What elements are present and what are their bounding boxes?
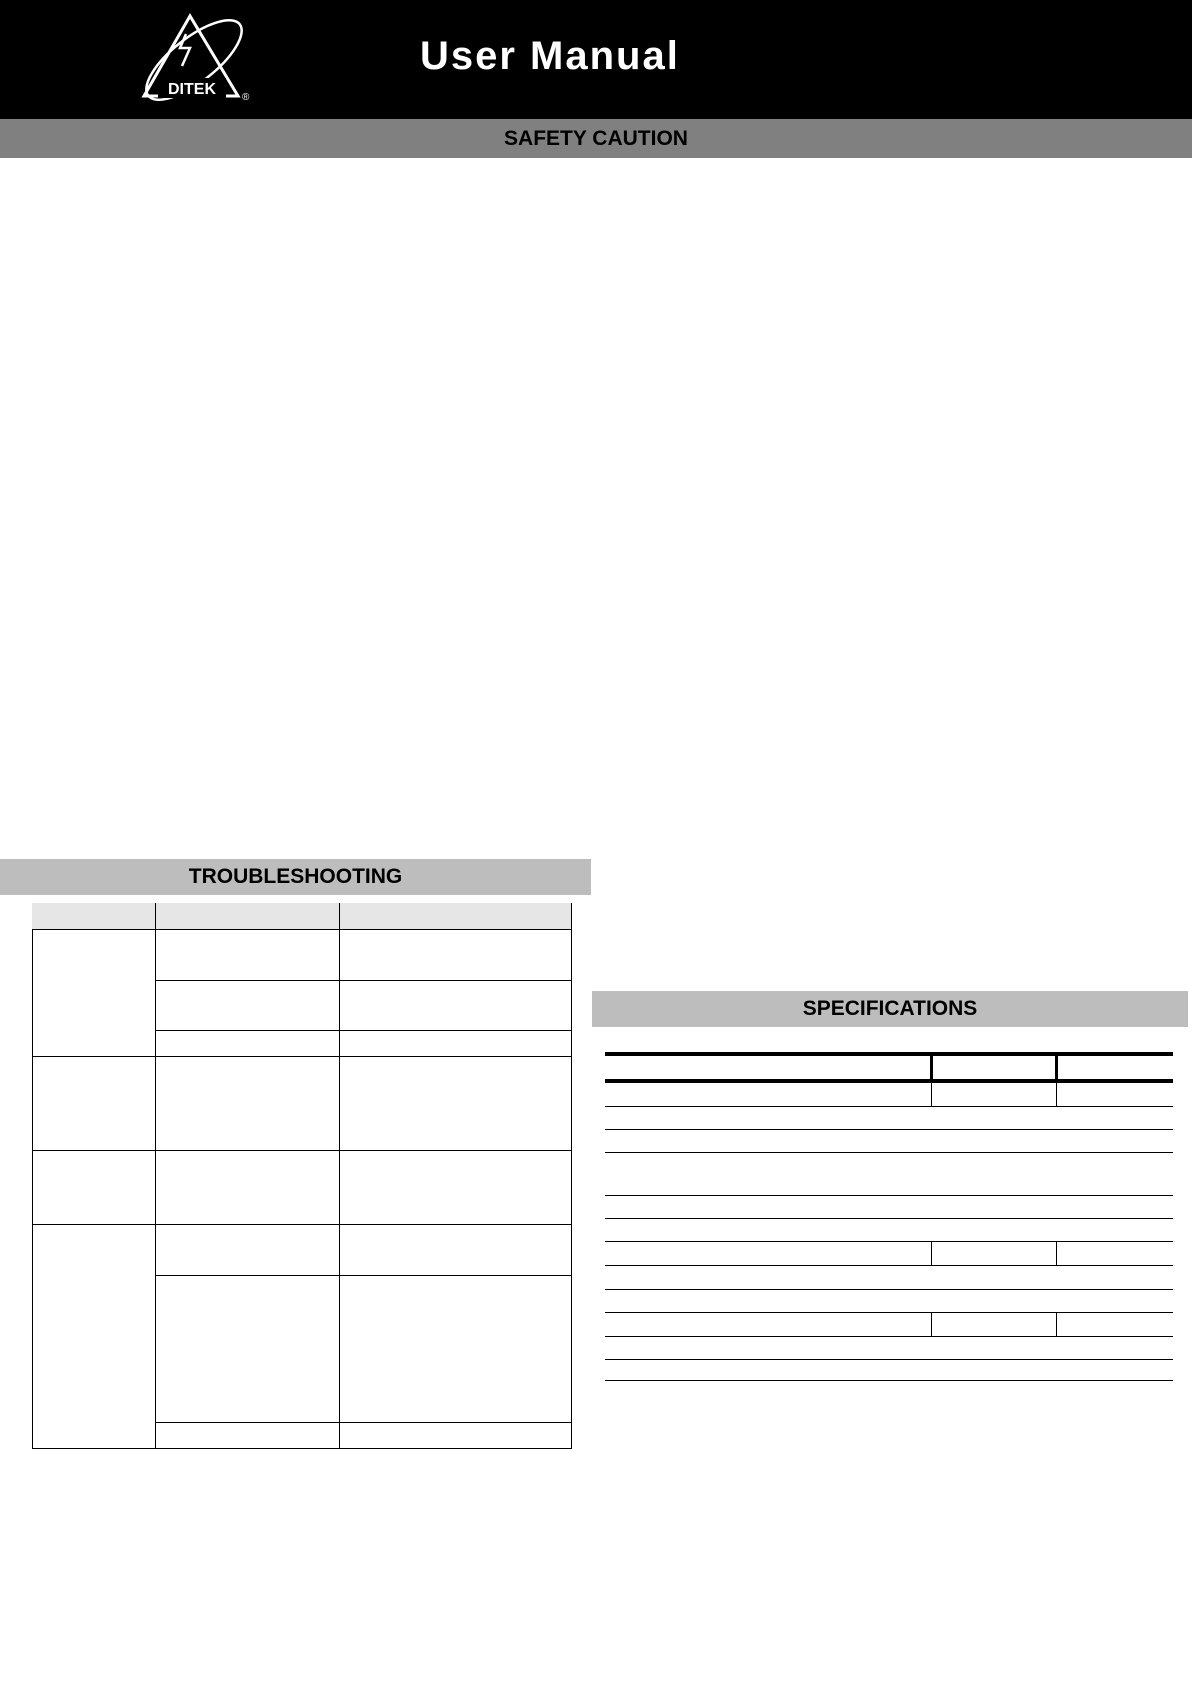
table-cell: [156, 1151, 340, 1225]
ditek-logo-icon: [134, 12, 254, 104]
table-cell: [340, 1423, 572, 1449]
table-rule: [605, 1052, 1173, 1056]
table-rule: [605, 1312, 1173, 1313]
table-cell: [32, 930, 156, 1057]
table-rule: [605, 1079, 1173, 1083]
table-rule: [605, 1241, 1173, 1242]
page-title: User Manual: [420, 34, 680, 78]
header-bar: [0, 0, 1192, 119]
table-rule: [605, 1195, 1173, 1196]
table-cell: [32, 1225, 156, 1449]
section-heading-specifications: SPECIFICATIONS: [592, 991, 1188, 1027]
table-column-divider: [931, 1312, 932, 1336]
table-column-divider: [930, 1052, 933, 1083]
table-rule: [605, 1359, 1173, 1360]
table-header-cell: [340, 903, 572, 930]
section-heading-troubleshooting: TROUBLESHOOTING: [0, 859, 591, 895]
registered-mark: ®: [242, 92, 250, 103]
table-cell: [340, 1225, 572, 1276]
table-rule: [605, 1289, 1173, 1290]
section-heading-safety: SAFETY CAUTION: [0, 119, 1192, 158]
table-cell: [340, 1276, 572, 1423]
table-cell: [156, 1031, 340, 1057]
table-header-cell: [32, 903, 156, 930]
table-rule: [605, 1129, 1173, 1130]
table-column-divider: [1056, 1083, 1057, 1107]
table-cell: [32, 1151, 156, 1225]
table-cell: [32, 1057, 156, 1151]
table-rule: [605, 1380, 1173, 1381]
table-rule: [605, 1218, 1173, 1219]
table-cell: [156, 1057, 340, 1151]
table-cell: [156, 981, 340, 1031]
table-column-divider: [1055, 1052, 1058, 1083]
table-cell: [156, 1225, 340, 1276]
specifications-table: [605, 1050, 1173, 1382]
table-column-divider: [931, 1083, 932, 1107]
table-rule: [605, 1106, 1173, 1107]
table-cell: [156, 1276, 340, 1423]
table-cell: [340, 1151, 572, 1225]
table-cell: [156, 930, 340, 981]
table-rule: [605, 1265, 1173, 1266]
logo-brand-text: DITEK: [168, 81, 216, 98]
table-cell: [340, 1031, 572, 1057]
table-column-divider: [1056, 1312, 1057, 1336]
table-cell: [340, 1057, 572, 1151]
table-cell: [340, 930, 572, 981]
table-cell: [340, 981, 572, 1031]
table-rule: [605, 1152, 1173, 1153]
table-column-divider: [931, 1241, 932, 1265]
troubleshooting-table: [32, 903, 572, 1449]
table-header-cell: [156, 903, 340, 930]
table-cell: [156, 1423, 340, 1449]
table-column-divider: [1056, 1241, 1057, 1265]
table-rule: [605, 1336, 1173, 1337]
